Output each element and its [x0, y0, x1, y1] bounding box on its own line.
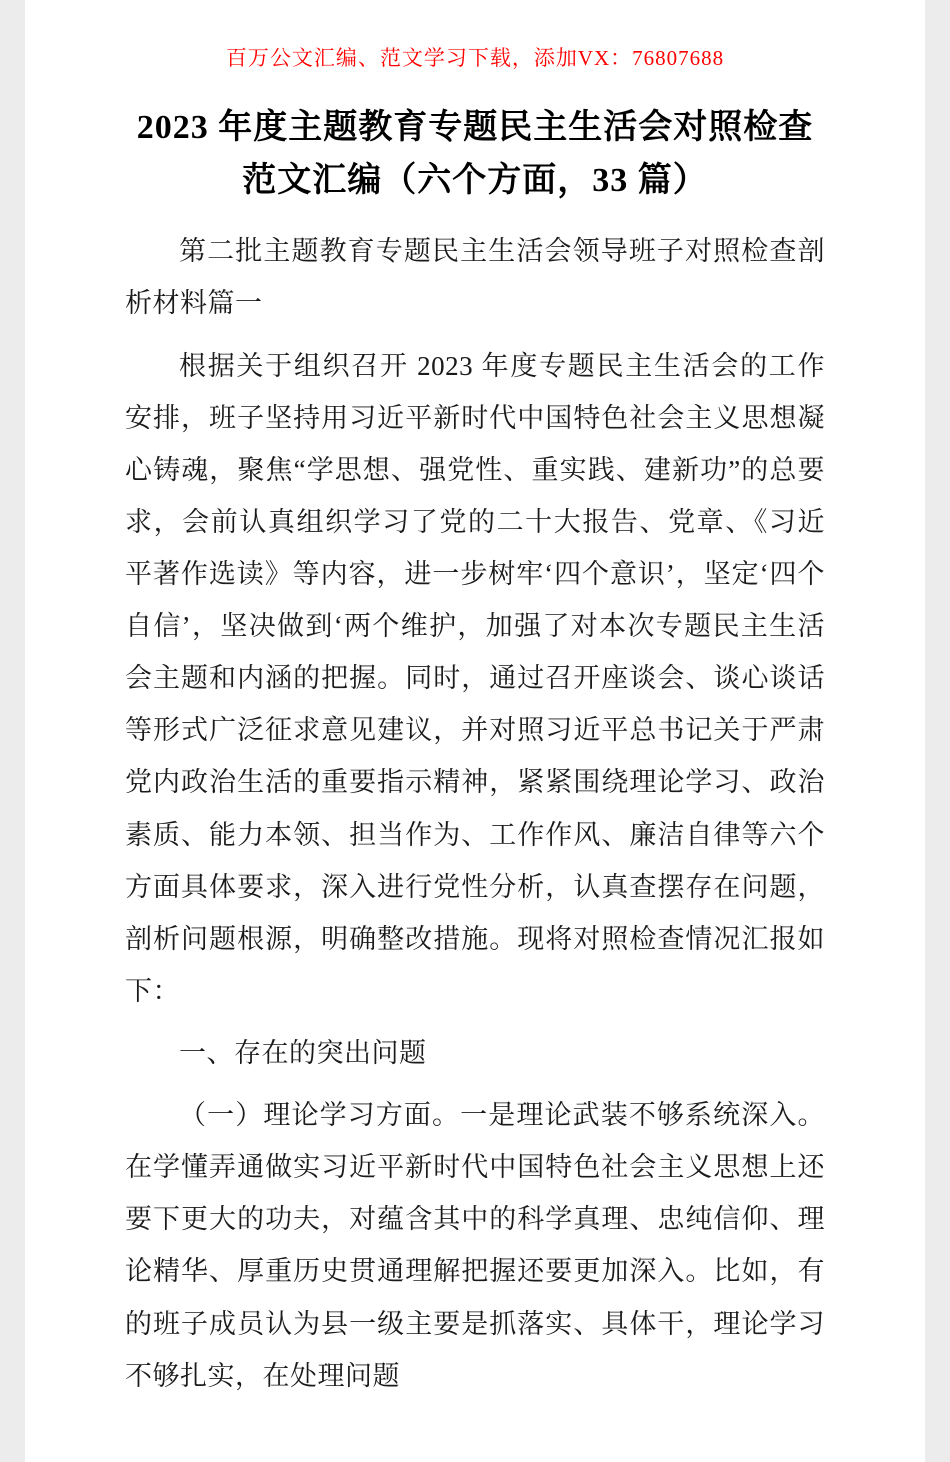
paragraph-overview: 根据关于组织召开 2023 年度专题民主生活会的工作安排，班子坚持用习近平新时代中国特色社会主义思想凝心铸魂，聚焦“学思想、强党性、重实践、建新功”的总要求，会前认真组织学习了党的二十大报告、党章、《习近平著作选读》等内容，进一步树牢‘四个意识’，坚定‘四个自信’，坚决做到‘两个维护，加强了对本次专题民主生活会主题和内涵的把握。同时，通过召开座谈会、谈心谈话等形式广泛征求意见建议，并对照习近平总书记关于严肃党内政治生活的重要指示精神，紧紧围绕理论学习、政治素质、能力本领、担当作为、工作作风、廉洁自律等六个方面具体要求，深入进行党性分析，认真查摆存在问题，剖析问题根源，明确整改措施。现将对照检查情况汇报如下： — [125, 350, 825, 1006]
document-page — [25, 0, 925, 1462]
document-body — [125, 225, 825, 1401]
paragraph-intro: 第二批主题教育专题民主生活会领导班子对照检查剖析材料篇一 — [125, 236, 825, 319]
paragraph-section-heading: 一、存在的突出问题 — [179, 1038, 427, 1069]
promo-banner-text: 百万公文汇编、范文学习下载，添加VX：76807688 — [225, 46, 725, 70]
paragraph-theory-study: （一）理论学习方面。一是理论武装不够系统深入。在学懂弄通做实习近平新时代中国特色社会主义思想上还要下更大的功夫，对蕴含其中的科学真理、忠纯信仰、理论精华、厚重历史贯通理解把握还要更加深入。比如，有的班子成员认为县一级主要是抓落实、具体干，理论学习不够扎实，在处理问题 — [125, 1100, 825, 1391]
document-title: 2023 年度主题教育专题民主生活会对照检查范文汇编（六个方面，33 篇） — [136, 109, 814, 199]
